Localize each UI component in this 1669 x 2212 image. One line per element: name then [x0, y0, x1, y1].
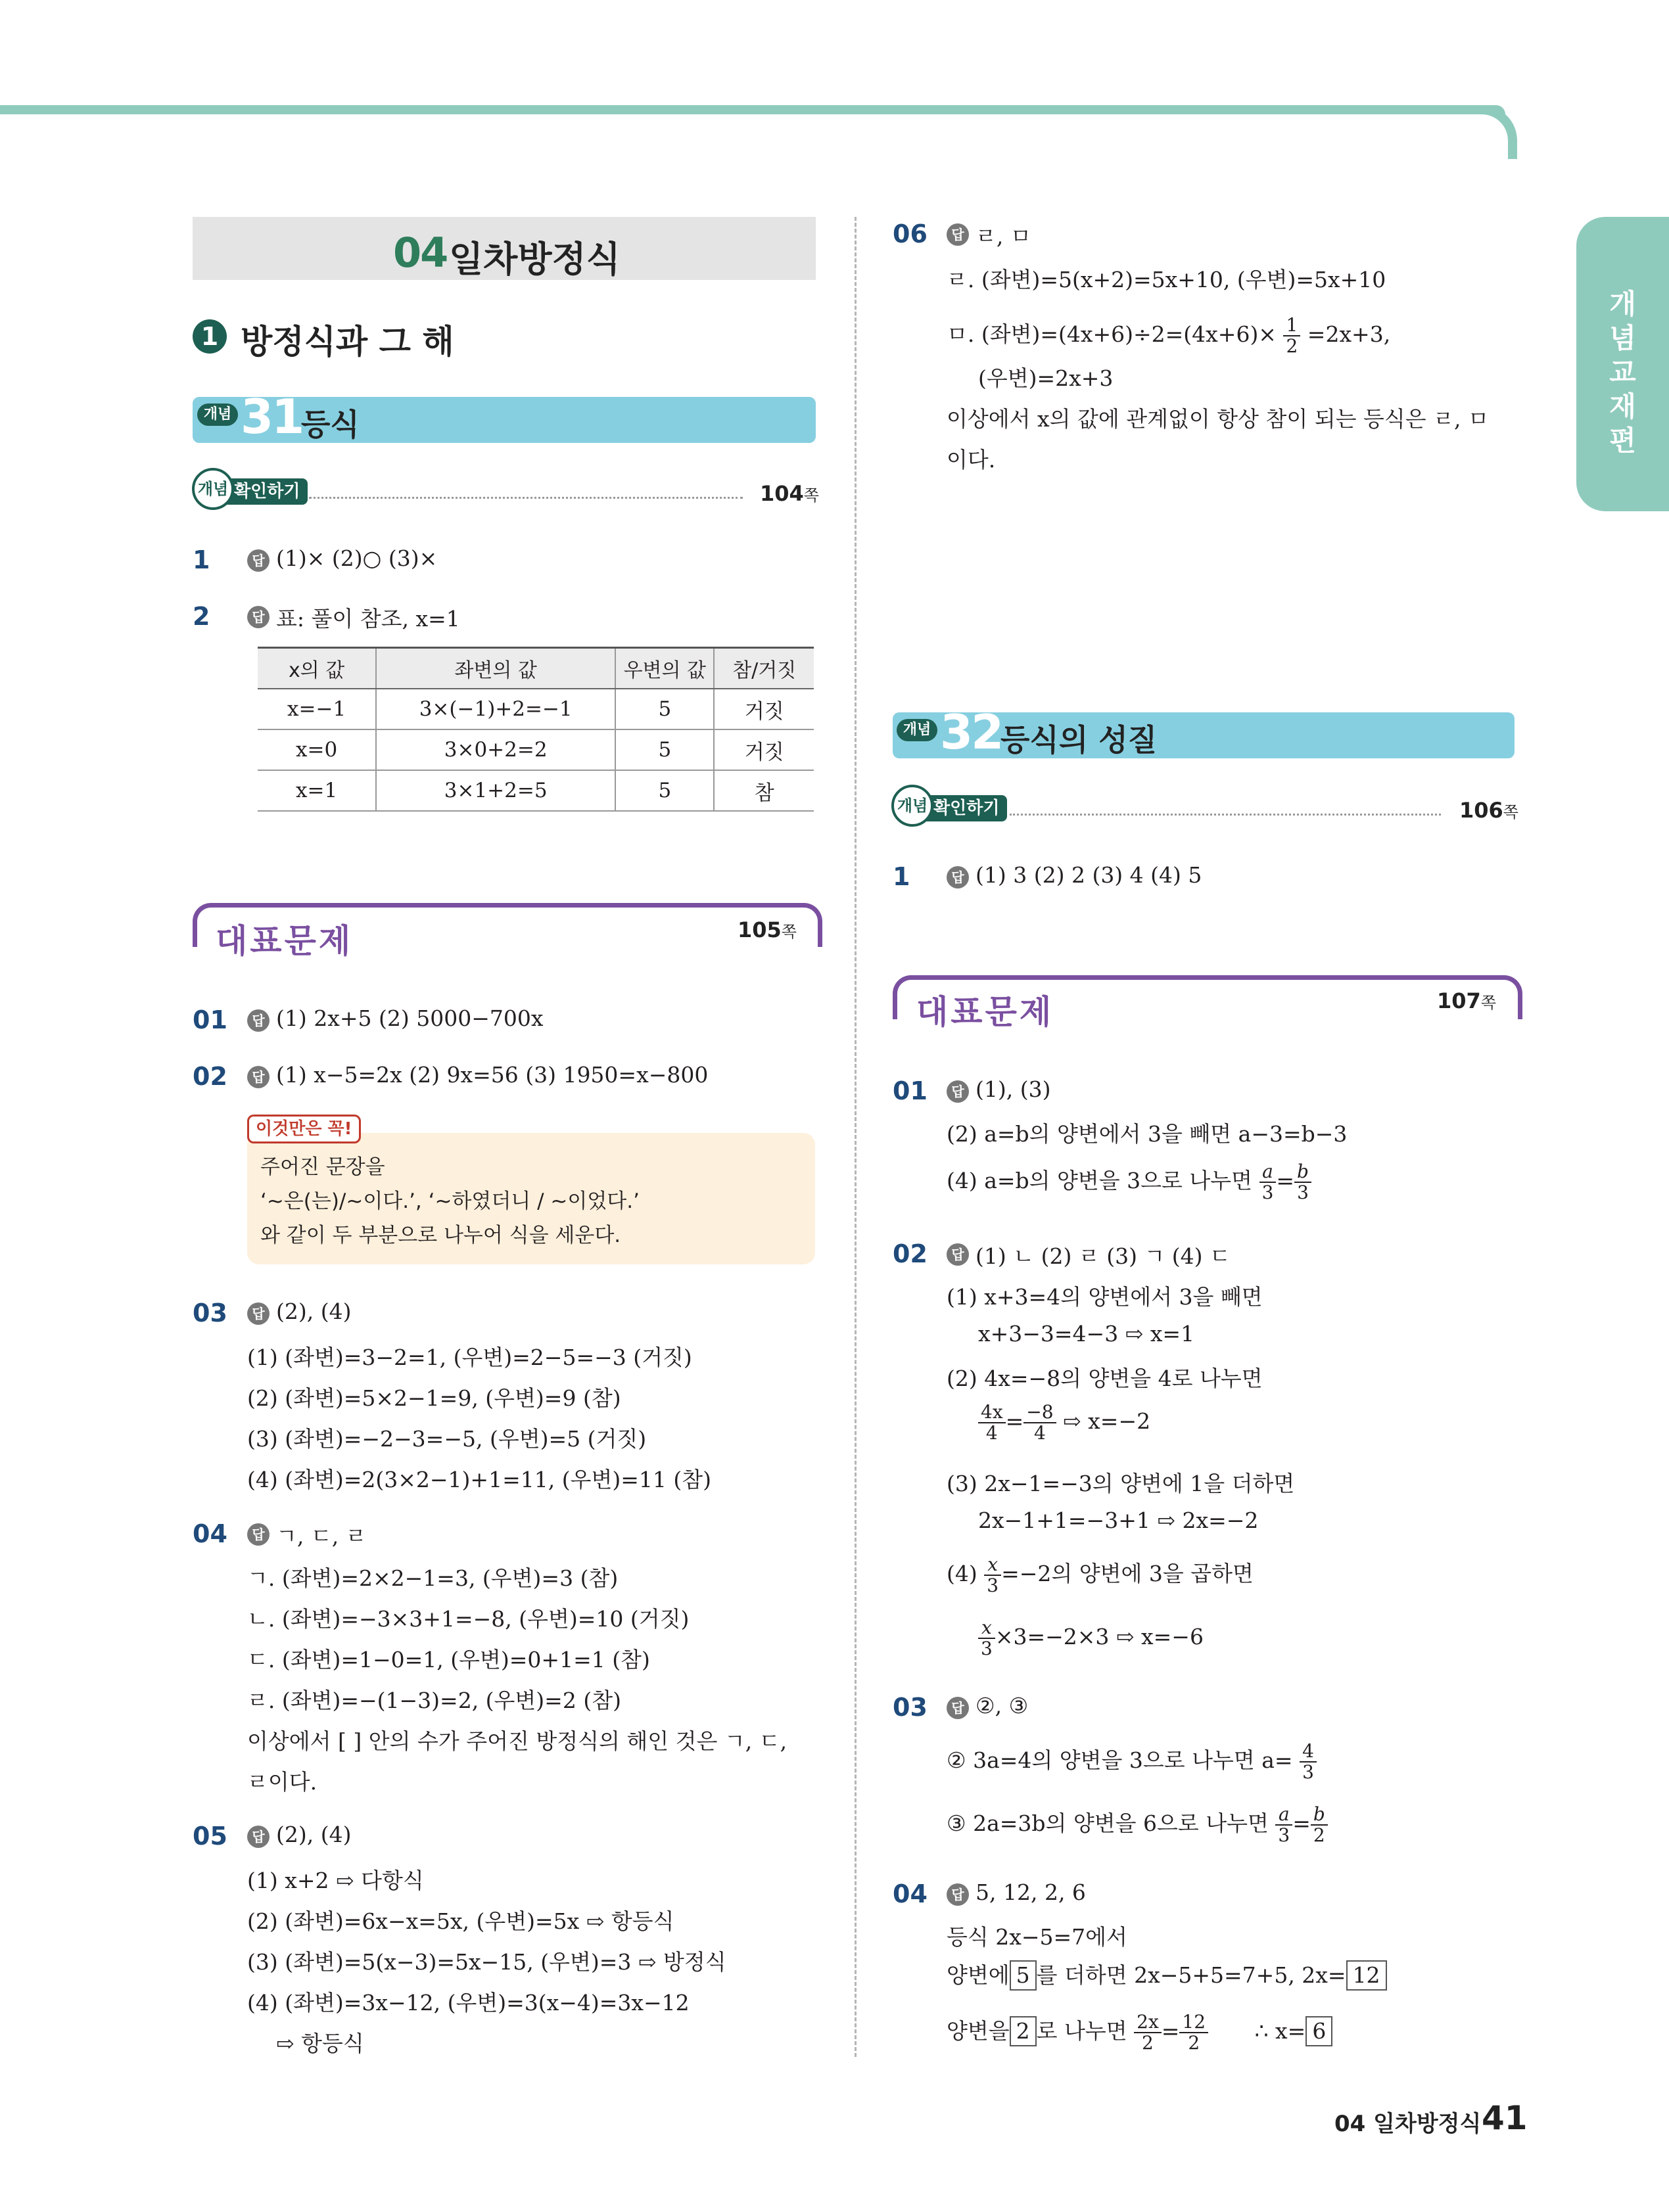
solution-line: $\frac{x}{3}$ ×3=−2×3 ⇨ x=−6 [978, 1618, 1204, 1659]
table-header: 좌변의 값 [376, 648, 615, 689]
answer-mark: 답 [947, 1243, 969, 1266]
table-cell: x=−1 [258, 689, 376, 729]
table-cell: x=0 [258, 729, 376, 770]
section-number: 1 [193, 319, 227, 354]
answer-box: 12 [1346, 1960, 1387, 1991]
question-number: 04 [893, 1879, 928, 1908]
solution-line: $\frac{4x}{4}$ = $\frac{-8}{4}$ ⇨ x=−2 [978, 1402, 1150, 1443]
solution-line: ㄹ. (좌변)=−(1−3)=2, (우변)=2 (참) [247, 1688, 621, 1713]
concept-badge: 개념 [197, 403, 238, 426]
check-circle: 개념 [891, 785, 933, 827]
side-tab-char: 교 [1609, 356, 1636, 388]
concept-31-title: 등식 [301, 407, 360, 442]
answer-mark: 답 [947, 223, 969, 246]
fraction: $\frac{12}{2}$ [1179, 2012, 1208, 2053]
answer-mark: 답 [947, 1080, 969, 1103]
solution-line: ㄹ이다. [247, 1769, 317, 1795]
table-header-row [258, 648, 814, 689]
top-line-curve [1482, 105, 1517, 159]
solution-line: (2) (좌변)=5×2−1=9, (우변)=9 (참) [247, 1385, 621, 1411]
solution-line: (2) a=b의 양변에서 3을 빼면 a−3=b−3 [947, 1121, 1348, 1147]
side-tab-char: 념 [1609, 322, 1636, 354]
solution-line: ㄷ. (좌변)=1−0=1, (우변)=0+1=1 (참) [247, 1647, 650, 1672]
solution-line: 양변에 5 를 더하면 2x−5+5=7+5, 2x= 12 [947, 1958, 1387, 1991]
chapter-title: 일차방정식 [449, 239, 621, 280]
page-reference: 106쪽 [1459, 798, 1518, 823]
answer-text: 표: 풀이 참조, x=1 [276, 606, 460, 632]
answer-mark: 답 [247, 1523, 270, 1546]
solution-line: ㅁ. (좌변)=(4x+6)÷2=(4x+6)× $\frac{1}{2}$ =2x+3, [947, 314, 1391, 357]
question-number: 06 [893, 219, 928, 248]
representative-problems-title: 대표문제 [216, 922, 354, 960]
solution-line: (1) (좌변)=3−2=1, (우변)=2−5=−3 (거짓) [247, 1345, 692, 1370]
table-cell: 3×0+2=2 [376, 729, 615, 770]
table-cell: 거짓 [714, 729, 814, 770]
check-label: 확인하기 [217, 478, 308, 505]
solution-line: 이다. [947, 447, 996, 472]
solution-line: (2) (좌변)=6x−x=5x, (우변)=5x ⇨ 항등식 [247, 1908, 674, 1934]
table-cell: 5 [615, 729, 714, 770]
fraction: $\frac{x}{3}$ [978, 1618, 995, 1659]
answer-mark: 답 [247, 1302, 270, 1325]
concept-32-title: 등식의 성질 [1000, 722, 1158, 758]
answer-text: (1) 2x+5 (2) 5000−700x [276, 1005, 544, 1031]
question-number: 02 [893, 1239, 928, 1268]
page-reference: 105쪽 [738, 917, 797, 942]
solution-line: (1) x+2 ⇨ 다항식 [247, 1868, 424, 1893]
answer-text: (2), (4) [276, 1299, 352, 1324]
tip-line: 주어진 문장을 [260, 1155, 385, 1179]
question-number: 05 [193, 1822, 227, 1851]
solution-line: ③ 2a=3b의 양변을 6으로 나누면 $\frac{a}{3}$ = $\frac{b}{2}$ [947, 1805, 1328, 1845]
answer-mark: 답 [247, 549, 270, 572]
representative-problems-title: 대표문제 [916, 993, 1054, 1031]
solution-line: 등식 2x−5=7에서 [947, 1924, 1127, 1950]
fraction: $\frac{1}{2}$ [1283, 315, 1300, 356]
question-number: 2 [193, 602, 210, 631]
tip-line: ‘~은(는)/~이다.’, ‘~하였더니 / ~이었다.’ [260, 1189, 640, 1213]
table-cell: 참 [714, 770, 814, 811]
solution-line: (4) $\frac{x}{3}$ =−2의 양변에 3을 곱하면 [947, 1554, 1254, 1596]
answer-text: (1), (3) [976, 1076, 1051, 1102]
solution-line: (우변)=2x+3 [978, 365, 1114, 391]
answer-text: ②, ③ [976, 1693, 1029, 1718]
fraction: $\frac{a}{3}$ [1259, 1162, 1277, 1203]
concept-badge: 개념 [897, 719, 937, 741]
column-divider [855, 217, 857, 2057]
solution-line: ㄱ. (좌변)=2×2−1=3, (우변)=3 (참) [247, 1565, 619, 1591]
table-cell: 거짓 [714, 689, 814, 729]
table-cell: 3×(−1)+2=−1 [376, 689, 615, 729]
dotted-leader [1010, 814, 1441, 816]
solution-line: (4) (좌변)=2(3×2−1)+1=11, (우변)=11 (참) [247, 1467, 711, 1492]
question-number: 1 [893, 862, 910, 891]
table-cell: 3×1+2=5 [376, 770, 615, 811]
answer-mark: 답 [947, 1883, 969, 1906]
fraction: $\frac{a}{3}$ [1275, 1805, 1292, 1845]
answer-mark: 답 [247, 1066, 270, 1088]
question-number: 04 [193, 1519, 227, 1548]
footer-chapter: 04 일차방정식 [1334, 2111, 1482, 2137]
check-label: 확인하기 [916, 795, 1007, 821]
table-row [258, 770, 814, 811]
answer-text: (1) ㄴ (2) ㄹ (3) ㄱ (4) ㄷ [976, 1243, 1231, 1269]
answer-box: 5 [1010, 1960, 1037, 1991]
solution-line: (4) a=b의 양변을 3으로 나누면 $\frac{a}{3}$ = $\frac{b}{3}$ [947, 1162, 1311, 1203]
table-header: x의 값 [258, 648, 376, 689]
solution-line: ㄹ. (좌변)=5(x+2)=5x+10, (우변)=5x+10 [947, 267, 1386, 292]
solution-line: ㄴ. (좌변)=−3×3+1=−8, (우변)=10 (거짓) [247, 1606, 690, 1632]
top-decorative-line [0, 105, 1505, 114]
fraction: $\frac{b}{3}$ [1294, 1162, 1311, 1203]
tip-label: 이것만은 꼭! [247, 1115, 361, 1143]
answer-text: 5, 12, 2, 6 [976, 1879, 1086, 1905]
table-cell: x=1 [258, 770, 376, 811]
page-reference: 107쪽 [1437, 988, 1496, 1013]
fraction: $\frac{4x}{4}$ [978, 1402, 1006, 1443]
answer-box: 2 [1010, 2016, 1037, 2046]
fraction: $\frac{b}{2}$ [1311, 1805, 1328, 1845]
answer-mark: 답 [947, 866, 969, 888]
side-tab-char: 개 [1609, 288, 1636, 320]
side-tab [1576, 217, 1669, 511]
solution-line: 이상에서 x의 값에 관계없이 항상 참이 되는 등식은 ㄹ, ㅁ [947, 406, 1489, 432]
solution-line: (1) x+3=4의 양변에서 3을 빼면 [947, 1284, 1263, 1310]
question-number: 03 [893, 1693, 928, 1722]
fraction: $\frac{x}{3}$ [984, 1555, 1001, 1596]
page-reference: 104쪽 [760, 481, 819, 506]
side-tab-char: 편 [1609, 425, 1636, 457]
solution-line: (3) (좌변)=−2−3=−5, (우변)=5 (거짓) [247, 1426, 647, 1452]
solution-line: (4) (좌변)=3x−12, (우변)=3(x−4)=3x−12 [247, 1990, 690, 2016]
question-number: 02 [193, 1062, 227, 1091]
concept-31-number: 31 [241, 389, 303, 444]
answer-text: (2), (4) [276, 1822, 352, 1847]
solution-line: ② 3a=4의 양변을 3으로 나누면 a= $\frac{4}{3}$ [947, 1741, 1317, 1782]
solution-line: 2x−1+1=−3+1 ⇨ 2x=−2 [978, 1508, 1259, 1533]
table-row [258, 729, 814, 770]
tip-line: 와 같이 두 부분으로 나누어 식을 세운다. [260, 1224, 621, 1247]
question-number: 1 [193, 545, 210, 574]
answer-text: ㄹ, ㅁ [976, 223, 1031, 249]
chapter-number: 04 [393, 229, 448, 277]
solution-line: 양변을 2 로 나누면 $\frac{2x}{2}$ = $\frac{12}{2}$ ∴ x= 6 [947, 2012, 1332, 2053]
answer-mark: 답 [247, 1826, 270, 1848]
table-header: 참/거짓 [714, 648, 814, 689]
answer-text: (1) 3 (2) 2 (3) 4 (4) 5 [976, 862, 1202, 888]
answer-text: ㄱ, ㄷ, ㄹ [276, 1523, 367, 1549]
question-number: 03 [193, 1299, 227, 1327]
side-tab-char: 재 [1609, 390, 1636, 423]
answer-text: (1) x−5=2x (2) 9x=56 (3) 1950=x−800 [276, 1062, 709, 1088]
solution-line: (3) 2x−1=−3의 양변에 1을 더하면 [947, 1471, 1295, 1496]
solution-line: 이상에서 [ ] 안의 수가 주어진 방정식의 해인 것은 ㄱ, ㄷ, [247, 1728, 787, 1754]
question-number: 01 [193, 1005, 227, 1034]
answer-text: (1)× (2)○ (3)× [276, 545, 438, 571]
question-number: 01 [893, 1076, 928, 1105]
fraction: $\frac{-8}{4}$ [1023, 1402, 1056, 1443]
answer-mark: 답 [947, 1697, 969, 1719]
table-cell: 5 [615, 689, 714, 729]
section-title: 방정식과 그 해 [241, 323, 454, 361]
table-header: 우변의 값 [615, 648, 714, 689]
answer-mark: 답 [247, 606, 270, 628]
fraction: $\frac{4}{3}$ [1300, 1741, 1317, 1782]
table-row [258, 689, 814, 729]
fraction: $\frac{2x}{2}$ [1134, 2012, 1162, 2053]
solution-line: x+3−3=4−3 ⇨ x=1 [978, 1321, 1195, 1347]
table-cell: 5 [615, 770, 714, 811]
answer-box: 6 [1305, 2016, 1332, 2046]
page-number: 41 [1482, 2099, 1528, 2137]
value-table [258, 647, 814, 812]
check-circle: 개념 [192, 468, 234, 510]
solution-line: ⇨ 항등식 [276, 2031, 364, 2056]
chapter-header [193, 217, 816, 280]
solution-line: (2) 4x=−8의 양변을 4로 나누면 [947, 1366, 1263, 1391]
concept-32-number: 32 [940, 704, 1002, 760]
answer-mark: 답 [247, 1009, 270, 1032]
dotted-leader [309, 497, 743, 499]
solution-line: (3) (좌변)=5(x−3)=5x−15, (우변)=3 ⇨ 방정식 [247, 1949, 726, 1975]
